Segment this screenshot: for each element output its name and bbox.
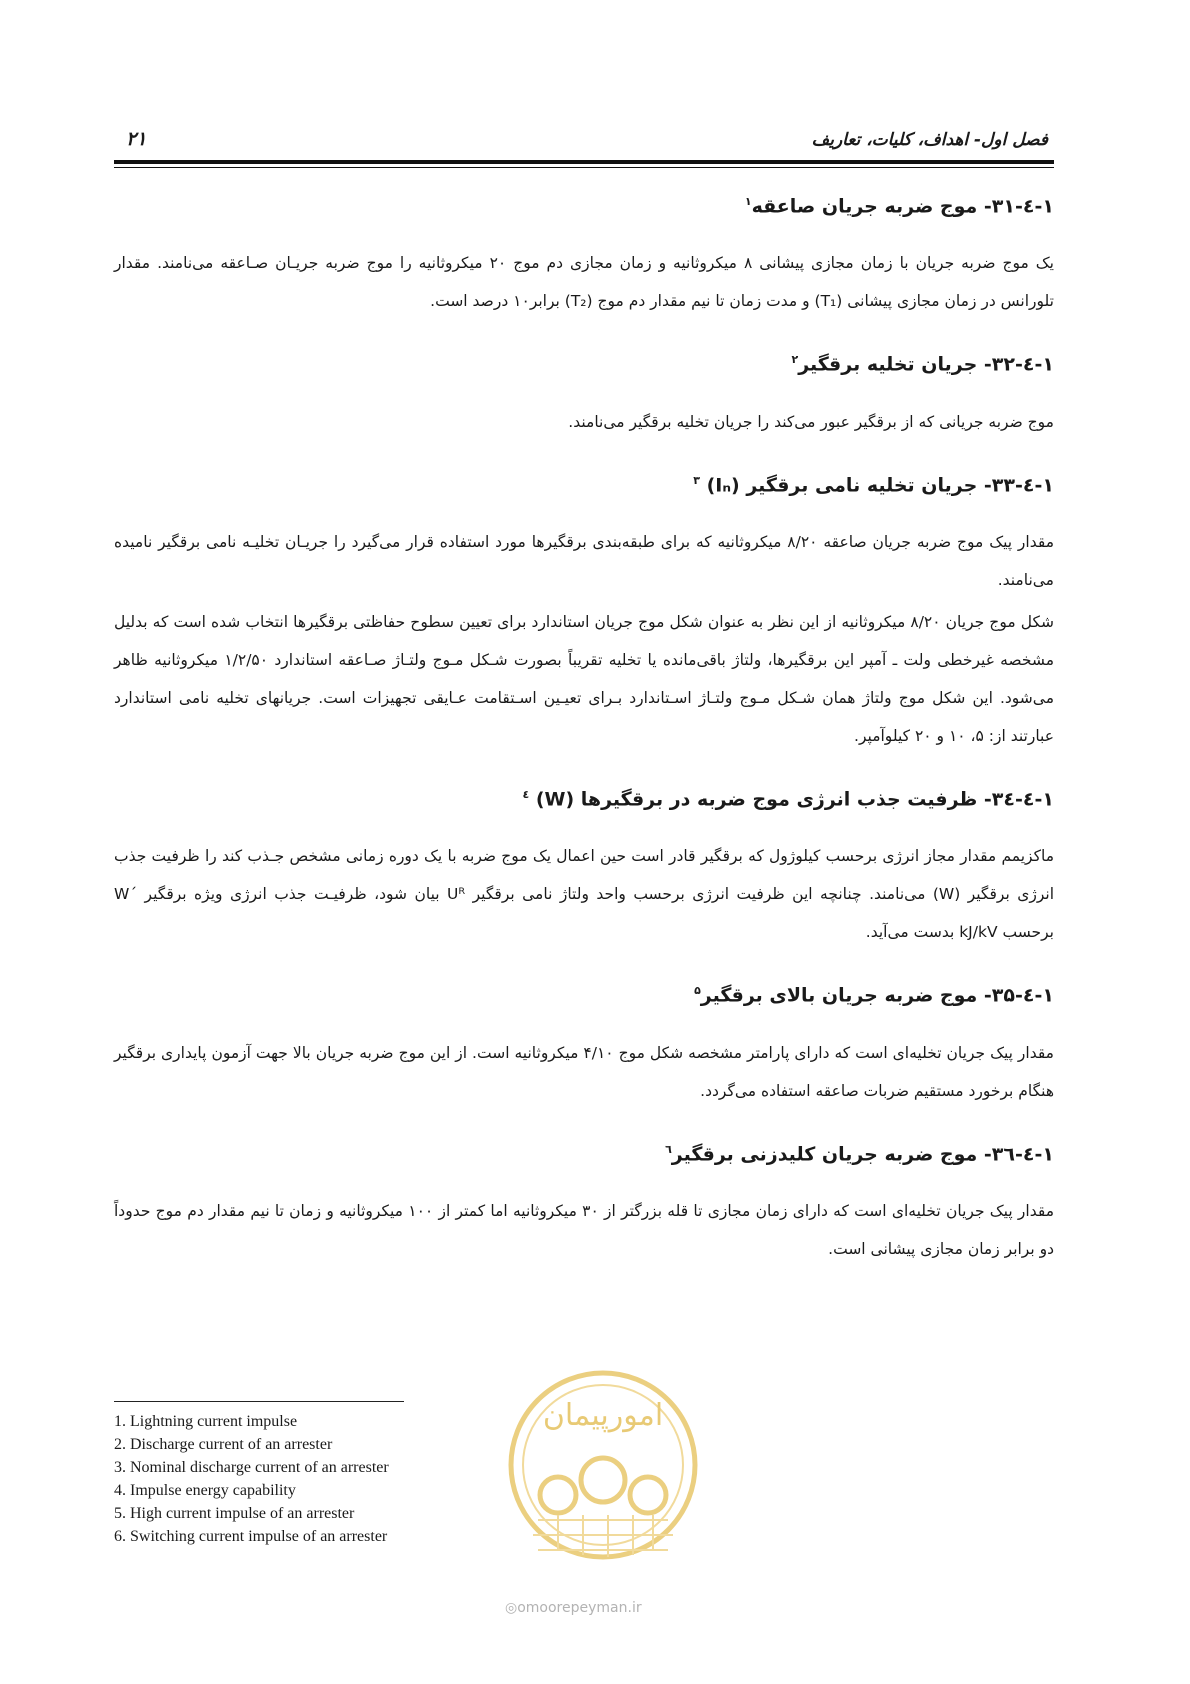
section-paragraph: یک موج ضربه جریان با زمان مجازی پیشانی ۸ میکروثانیه و زمان مجازی دم موج ۲۰ میکروثانیه را موج ضربه جریـان صـاعقه می‌نامند. مقدار تلورانس در زمان مجازی پیشانی (T₁) و مدت زمان تا نیم مقدار دم موج (T₂) برابر۱۰ درصد است. <box>114 254 1054 311</box>
section-paragraph: مقدار پیک جریان تخلیه‌ای است که دارای زمان مجازی تا قله بزرگتر از ۳۰ میکروثانیه اما کمتر از ۱۰۰ میکروثانیه و زمان تا نیم مقدار دم موج حدوداً دو برابر زمان مجازی پیشانی است. <box>114 1201 1054 1258</box>
section-heading: ۱-٤-۳۵- موج ضربه جریان بالای برقگیر$^۵$ <box>694 984 1054 1007</box>
footnote-ref: ۵ <box>694 984 701 998</box>
section-heading: ۱-٤-۳٦- موج ضربه جریان کلیدزنی برقگیر$^٦$ <box>665 1142 1054 1165</box>
watermark-url: ◎omoorepeyman.ir <box>505 1600 642 1616</box>
section-35 <box>114 975 1054 1109</box>
footnote-rule <box>114 1401 404 1402</box>
header-rule-thick <box>114 160 1054 164</box>
footnote-item: 2. Discharge current of an arrester <box>114 1436 333 1453</box>
page-header <box>114 128 1054 158</box>
section-paragraph: شکل موج جریان ۸/۲۰ میکروثانیه از این نظر به عنوان شکل موج جریان استاندارد برای تعیین سطوح حفاظتی برقگیرها انتخاب شده است که بدلیل مشخصه غیرخطی ولت ـ آمپر این برقگیرها، ولتاژ باقی‌مانده یا تخلیه تقریباً بصورت شـکل مـوج ولتـاژ صـاعقه استاندارد ۱/۲/۵۰ میکروثانیه ظاهر می‌شود. این شکل موج ولتاژ همان شـکل مـوج ولتـاژ اسـتاندارد بـرای تعیـین اسـتقامت عـایقی تجهیزات است. جریانهای تخلیه نامی استاندارد عبارتند از: ۵، ۱۰ و ۲۰ کیلوآمپر. <box>114 612 1054 745</box>
watermark-logo <box>498 1335 708 1615</box>
section-paragraph: موج ضربه جریانی که از برقگیر عبور می‌کند را جریان تخلیه برقگیر می‌نامند. <box>568 412 1054 431</box>
main-content <box>114 186 1054 1268</box>
footnote-item: 3. Nominal discharge current of an arrester <box>114 1459 389 1476</box>
section-31 <box>114 186 1054 320</box>
section-heading: ۱-٤-۳۲- جریان تخلیه برقگیر$^۲$ <box>791 353 1054 376</box>
header-rule-thin <box>114 167 1054 168</box>
section-heading: ۱-٤-۳۳- جریان تخلیه نامی برقگیر (Iₙ) $^۳$ <box>693 473 1054 496</box>
section-heading: ۱-٤-۳٤- ظرفیت جذب انرژی موج ضربه در برقگیرها (W) $^٤$ <box>522 787 1054 811</box>
footnote-ref: ٤ <box>522 787 530 801</box>
section-paragraph: ماکزیمم مقدار مجاز انرژی برحسب کیلوژول که برقگیر قادر است حین اعمال یک موج ضربه با یک دوره زمانی مشخص جـذب کند را ظرفیت جذب انرژی برقگیر (W) می‌نامند. چنانچه این ظرفیت انرژی برحسب واحد ولتاژ نامی برقگیر Uᴿ بیان شود، ظرفیـت جذب انرژی ویژه برقگیر ´W برحسب kJ/kV بدست می‌آید. <box>114 847 1054 942</box>
footnote-item: 1. Lightning current impulse <box>114 1413 298 1430</box>
section-36 <box>114 1134 1054 1268</box>
footnote-ref: ۲ <box>791 353 799 367</box>
footnote-ref: ٦ <box>665 1142 672 1156</box>
footnote-item: 5. High current impulse of an arrester <box>114 1505 355 1522</box>
footnotes-list <box>114 1410 389 1548</box>
footnote-item: 6. Switching current impulse of an arrester <box>114 1528 388 1545</box>
chapter-title: فصل اول- اهداف، کلیات، تعاریف <box>811 130 1048 150</box>
footnote-item: 4. Impulse energy capability <box>114 1482 296 1499</box>
section-heading: ۱-٤-۳۱- موج ضربه جریان صاعقه$^۱$ <box>744 195 1054 218</box>
footnote-ref: ۳ <box>693 473 700 487</box>
page-number: ۲۱ <box>126 128 147 150</box>
section-paragraph: مقدار پیک جریان تخلیه‌ای است که دارای پارامتر مشخصه شکل موج ۴/۱۰ میکروثانیه است. از این موج ضربه جریان بالا جهت آزمون پایداری برقگیر هنگام برخورد مستقیم ضربات صاعقه استفاده می‌گردد. <box>114 1043 1054 1100</box>
section-paragraph: مقدار پیک موج ضربه جریان صاعقه ۸/۲۰ میکروثانیه که برای طبقه‌بندی برقگیرها مورد استفاده قرار می‌گیرد را جریـان تخلیـه نامی برقگیر نامیده می‌نامند. <box>114 532 1054 589</box>
section-34 <box>114 779 1054 951</box>
footnote-ref: ۱ <box>744 195 752 208</box>
section-33 <box>114 465 1054 755</box>
section-32 <box>114 344 1054 440</box>
watermark-logo-text: امورپیمان <box>542 1398 664 1433</box>
